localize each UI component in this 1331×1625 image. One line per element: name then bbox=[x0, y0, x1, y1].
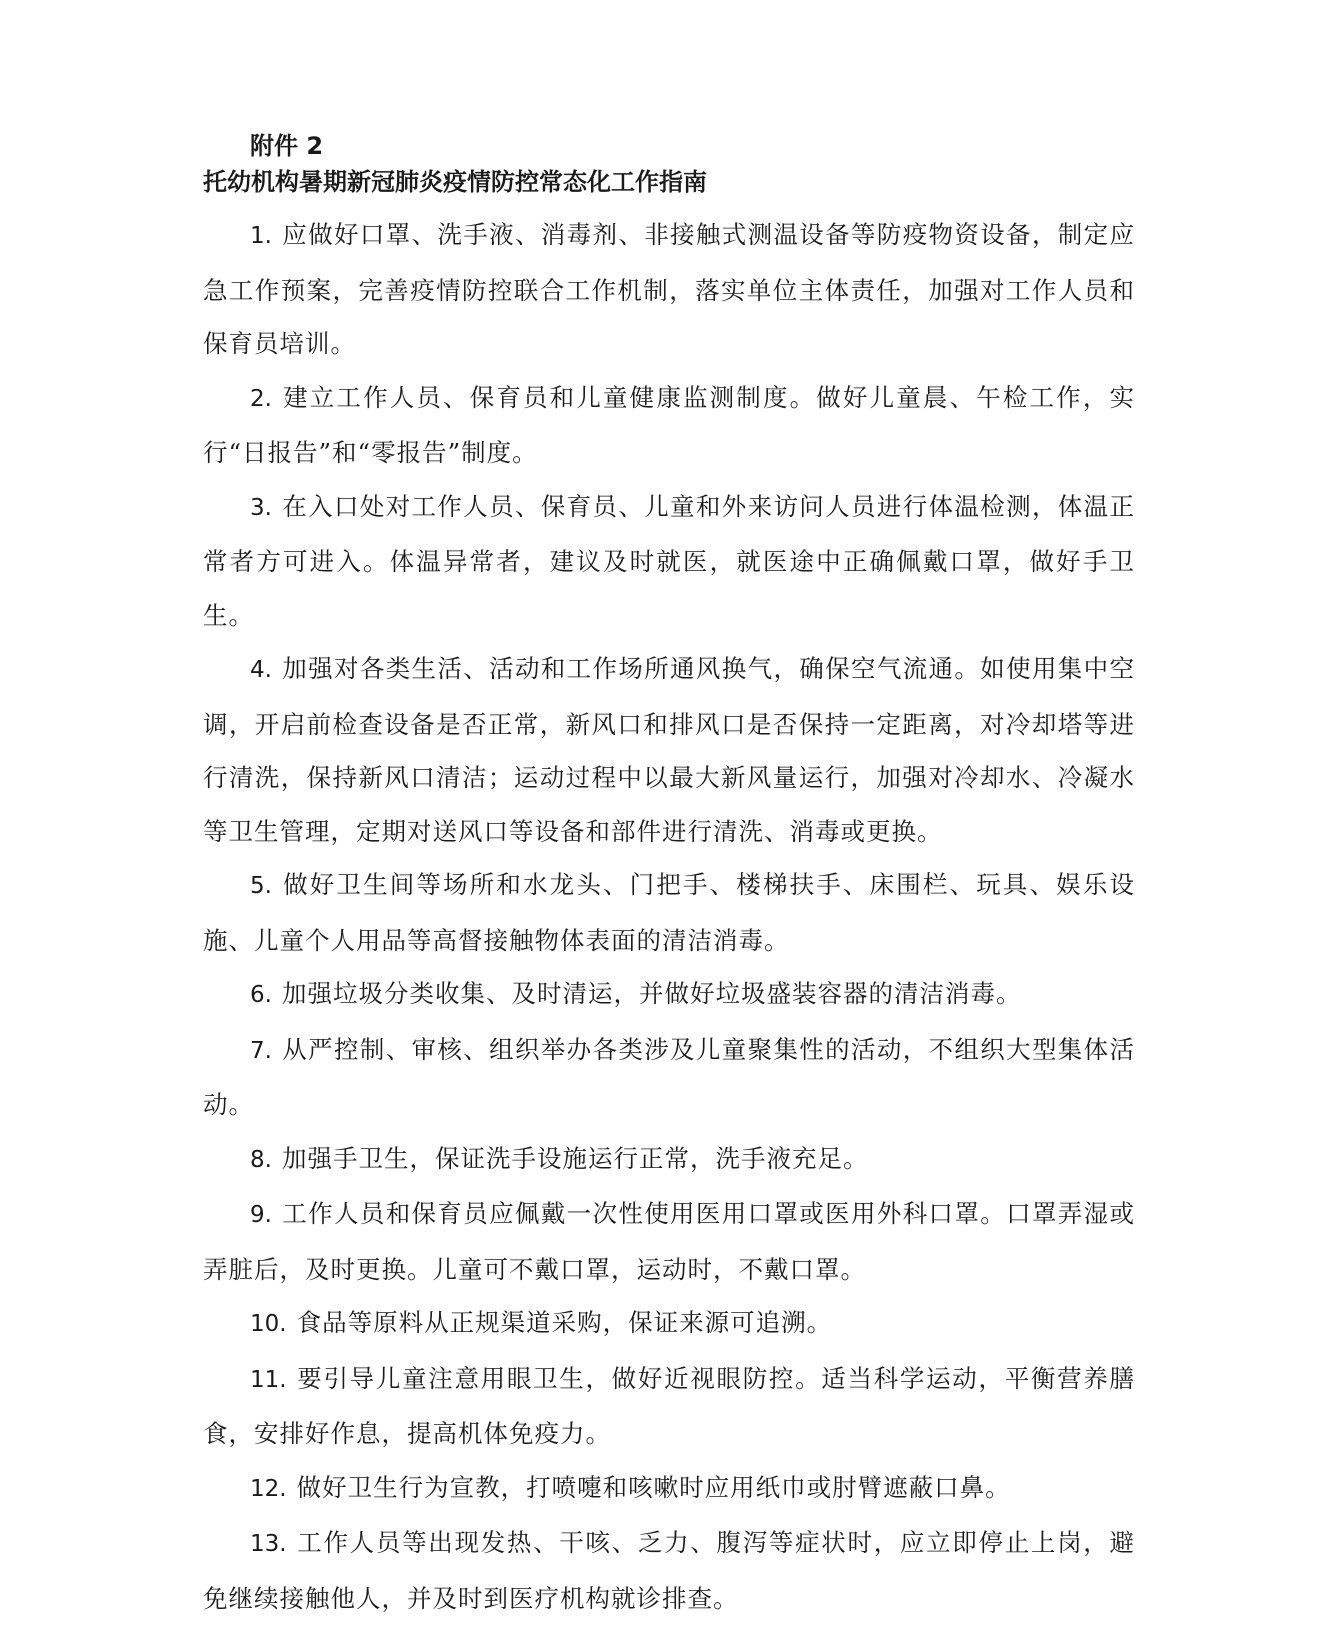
guideline-list bbox=[203, 208, 1135, 1625]
item-number: 1. bbox=[250, 223, 272, 249]
item-number: 9. bbox=[250, 1202, 272, 1228]
item-text: 做好卫生间等场所和水龙头、门把手、楼梯扶手、床围栏、玩具、娱乐设施、儿童个人用品等高督接触物体表面的清洁消毒。 bbox=[203, 870, 1135, 955]
guideline-item bbox=[203, 480, 1135, 643]
item-text: 应做好口罩、洗手液、消毒剂、非接触式测温设备等防疫物资设备，制定应急工作预案，完善疫情防控联合工作机制，落实单位主体责任，加强对工作人员和保育员培训。 bbox=[203, 220, 1135, 358]
item-number: 3. bbox=[250, 494, 272, 521]
guideline-item bbox=[203, 1516, 1135, 1625]
item-text: 从严控制、审核、组织举办各类涉及儿童聚集性的活动，不组织大型集体活动。 bbox=[203, 1034, 1135, 1119]
guideline-item bbox=[203, 1187, 1135, 1296]
item-number: 8. bbox=[250, 1146, 272, 1173]
guideline-item bbox=[203, 1296, 1135, 1352]
item-number: 12. bbox=[250, 1475, 287, 1502]
item-number: 4. bbox=[250, 657, 272, 683]
document-title: 托幼机构暑期新冠肺炎疫情防控常态化工作指南 bbox=[203, 168, 707, 196]
item-text: 要引导儿童注意用眼卫生，做好近视眼防控。适当科学运动，平衡营养膳食，安排好作息，提高机体免疫力。 bbox=[203, 1363, 1135, 1448]
item-number: 11. bbox=[250, 1366, 287, 1393]
item-number: 13. bbox=[250, 1531, 287, 1557]
item-text: 食品等原料从正规渠道采购，保证来源可追溯。 bbox=[296, 1308, 833, 1337]
guideline-item bbox=[203, 1132, 1135, 1188]
item-number: 5. bbox=[250, 873, 272, 899]
item-text: 加强手卫生，保证洗手设施运行正常，洗手液充足。 bbox=[281, 1143, 869, 1173]
item-text: 加强对各类生活、活动和工作场所通风换气，确保空气流通。如使用集中空调，开启前检查设备是否正常，新风口和排风口是否保持一定距离，对冷却塔等进行清洗，保持新风口清洁；运动过程中以最大新风量运行，加强对冷却水、冷凝水等卫生管理，定期对送风口等设备和部件进行清洗、消毒或更换。 bbox=[203, 654, 1135, 846]
item-number: 2. bbox=[250, 385, 272, 412]
guideline-item bbox=[203, 371, 1135, 480]
guideline-item bbox=[203, 208, 1135, 371]
guideline-item bbox=[203, 967, 1135, 1023]
guideline-item bbox=[203, 858, 1135, 967]
guideline-item bbox=[203, 1023, 1135, 1132]
item-number: 10. bbox=[250, 1311, 287, 1337]
attachment-label: 附件 2 bbox=[250, 132, 324, 160]
item-text: 工作人员和保育员应佩戴一次性使用医用口罩或医用外科口罩。口罩弄湿或弄脏后，及时更换。儿童可不戴口罩，运动时，不戴口罩。 bbox=[203, 1199, 1135, 1284]
guideline-item bbox=[203, 642, 1135, 858]
item-text: 工作人员等出现发热、干咳、乏力、腹泻等症状时，应立即停止上岗，避免继续接触他人，并及时到医疗机构就诊排查。 bbox=[203, 1528, 1135, 1613]
item-text: 加强垃圾分类收集、及时清运，并做好垃圾盛装容器的清洁消毒。 bbox=[281, 979, 1022, 1008]
item-text: 建立工作人员、保育员和儿童健康监测制度。做好儿童晨、午检工作，实行“日报告”和“零报告”制度。 bbox=[203, 382, 1135, 467]
guideline-item bbox=[203, 1352, 1135, 1461]
item-text: 在入口处对工作人员、保育员、儿童和外来访问人员进行体温检测，体温正常者方可进入。体温异常者，建议及时就医，就医途中正确佩戴口罩，做好手卫生。 bbox=[203, 491, 1135, 630]
item-text: 做好卫生行为宣教，打喷嚏和咳嗽时应用纸巾或肘臂遮蔽口鼻。 bbox=[296, 1472, 1011, 1502]
item-number: 6. bbox=[250, 982, 272, 1008]
item-number: 7. bbox=[250, 1037, 272, 1064]
guideline-item bbox=[203, 1461, 1135, 1517]
